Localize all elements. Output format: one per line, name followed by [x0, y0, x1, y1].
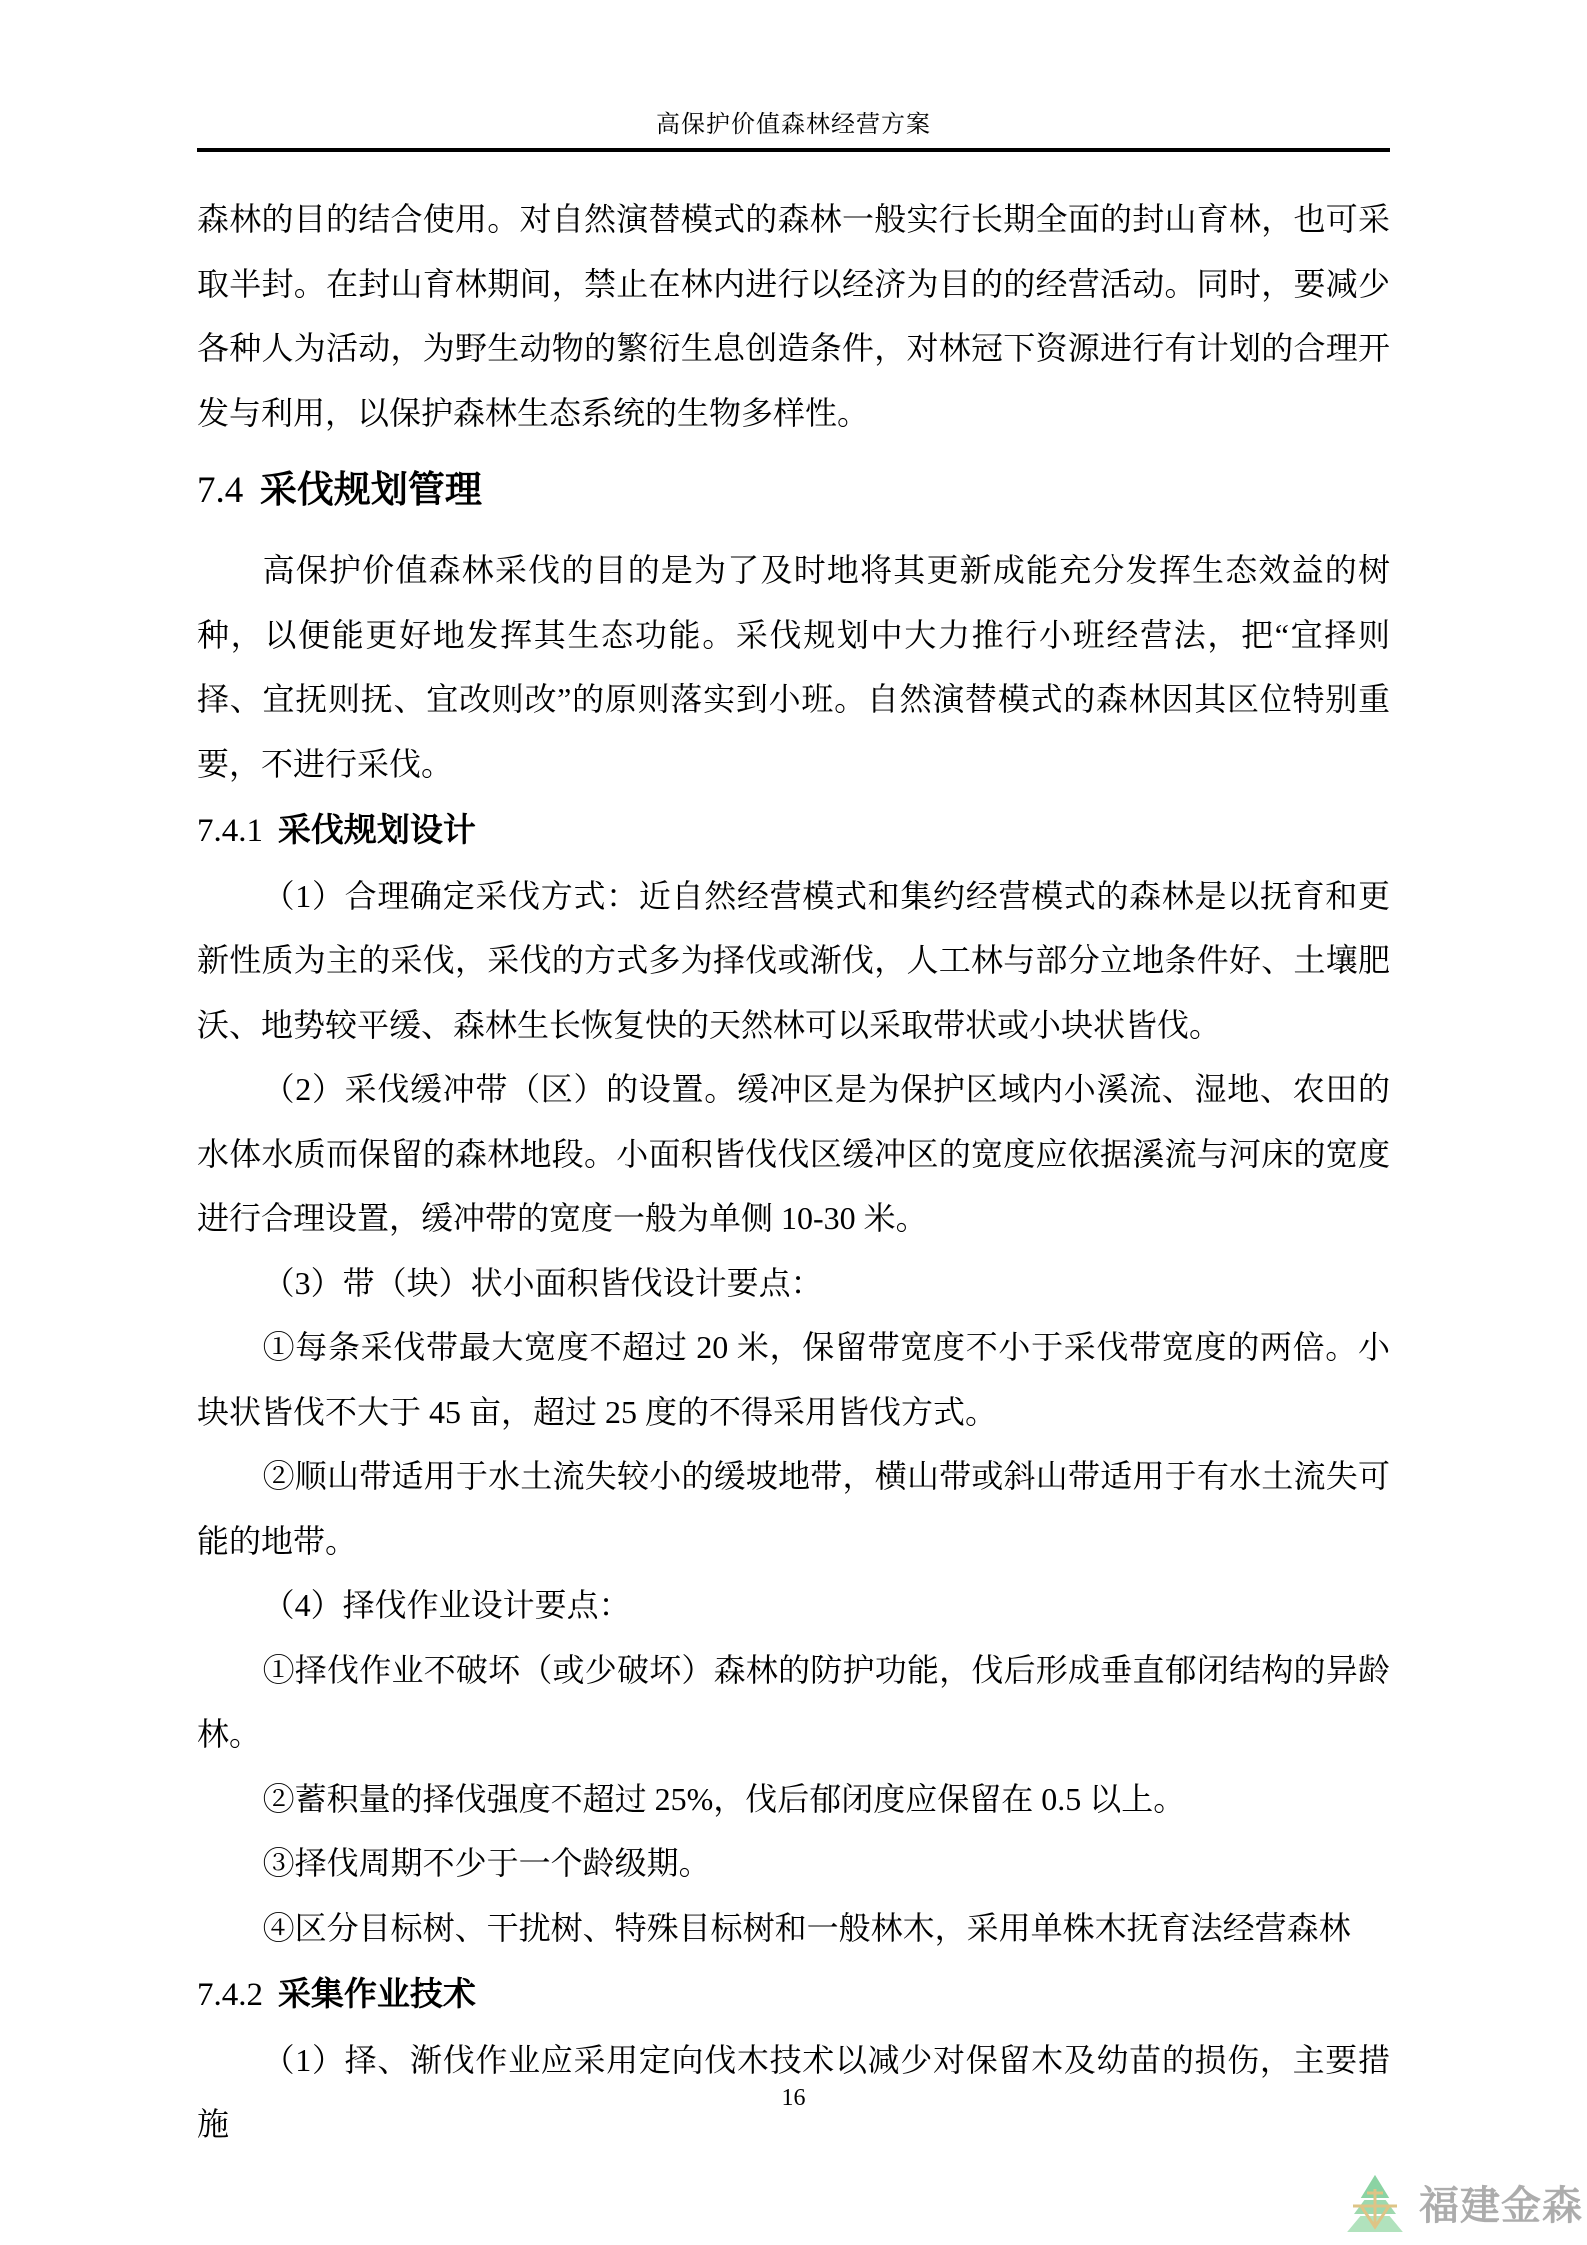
header-rule-divider [197, 148, 1390, 152]
paragraph: ②顺山带适用于水土流失较小的缓坡地带，横山带或斜山带适用于有水土流失可能的地带。 [197, 1458, 1390, 1559]
paragraph: （2）采伐缓冲带（区）的设置。缓冲区是为保护区域内小溪流、湿地、农田的水体水质而保留的森林地段。小面积皆伐伐区缓冲区的宽度应依据溪流与河床的宽度进行合理设置，缓冲带的宽度一般为单侧 10-30 米。 [197, 1071, 1390, 1236]
section-title: 采集作业技术 [277, 1975, 476, 2012]
document-body [197, 187, 1390, 2157]
paragraph: （3）带（块）状小面积皆伐设计要点： [262, 1264, 823, 1301]
section-heading [197, 1962, 1390, 2028]
section-heading [197, 457, 1390, 524]
paragraph: ①每条采伐带最大宽度不超过 20 米，保留带宽度不小于采伐带宽度的两倍。小块状皆伐不大于 45 亩，超过 25 度的不得采用皆伐方式。 [197, 1329, 1390, 1430]
pine-tree-logo-icon [1339, 2171, 1411, 2240]
section-number: 7.4.1 [197, 813, 263, 849]
section-heading [197, 798, 1390, 864]
paragraph: （1）合理确定采伐方式：近自然经营模式和集约经营模式的森林是以抚育和更新性质为主的采伐，采伐的方式多为择伐或渐伐，人工林与部分立地条件好、土壤肥沃、地势较平缓、森林生长恢复快的天然林可以采取带状或小块状皆伐。 [197, 877, 1390, 1043]
page-number: 16 [781, 2085, 806, 2111]
paragraph: （4）择伐作业设计要点： [262, 1587, 631, 1623]
paragraph: （1）择、渐伐作业应采用定向伐木技术以减少对保留木及幼苗的损伤，主要措施 [197, 2041, 1390, 2142]
page-header-title: 高保护价值森林经营方案 [656, 112, 931, 138]
company-logo [1339, 2171, 1583, 2240]
paragraph: 高保护价值森林采伐的目的是为了及时地将其更新成能充分发挥生态效益的树种，以便能更好地发挥其生态功能。采伐规划中大力推行小班经营法，把“宜择则择、宜抚则抚、宜改则改”的原则落实到小班。自然演替模式的森林因其区位特别重要，不进行采伐。 [197, 552, 1390, 782]
section-title: 采伐规划设计 [277, 811, 476, 848]
logo-company-name: 福建金森 [1419, 2183, 1583, 2228]
paragraph: 森林的目的结合使用。对自然演替模式的森林一般实行长期全面的封山育林，也可采取半封。在封山育林期间，禁止在林内进行以经济为目的的经营活动。同时，要减少各种人为活动，为野生动物的繁衍生息创造条件，对林冠下资源进行有计划的合理开发与利用，以保护森林生态系统的生物多样性。 [197, 201, 1390, 431]
section-number: 7.4.2 [197, 1977, 263, 2013]
section-number: 7.4 [197, 470, 244, 511]
section-title: 采伐规划管理 [259, 469, 482, 510]
paragraph: ②蓄积量的择伐强度不超过 25%，伐后郁闭度应保留在 0.5 以上。 [262, 1780, 1186, 1817]
paragraph: ④区分目标树、干扰树、特殊目标树和一般林木，采用单株木抚育法经营森林 [262, 1909, 1351, 1946]
paragraph: ①择伐作业不破坏（或少破坏）森林的防护功能，伐后形成垂直郁闭结构的异龄林。 [197, 1651, 1390, 1752]
paragraph: ③择伐周期不少于一个龄级期。 [262, 1845, 711, 1881]
